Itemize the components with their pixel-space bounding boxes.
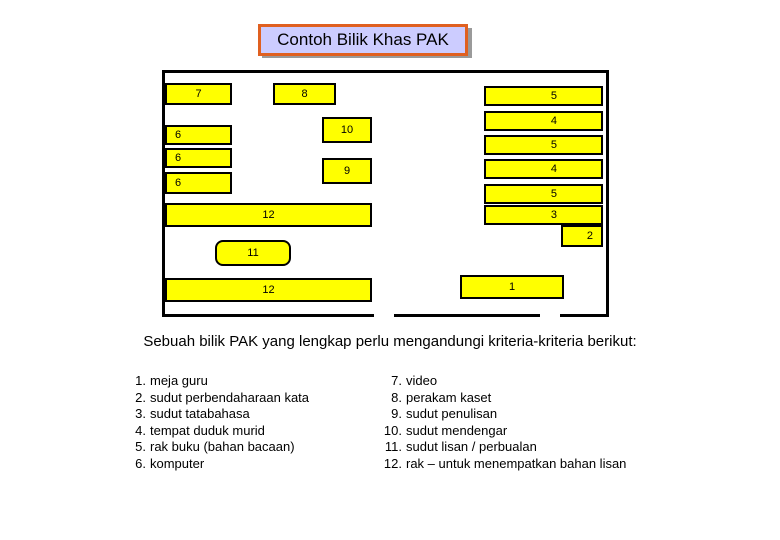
- diagram-title: Contoh Bilik Khas PAK: [258, 24, 468, 56]
- item-12-oral-shelf: 12: [165, 203, 372, 227]
- item-2-vocabulary-corner: 2: [561, 225, 603, 247]
- legend-left: [124, 373, 364, 472]
- list-item: 6. komputer: [135, 455, 205, 471]
- list-item: 7. video: [391, 373, 438, 388]
- item-3-grammar-corner: 3: [484, 205, 603, 225]
- item-10-listening-corner: 10: [322, 117, 372, 143]
- list-item: 11. sudut lisan / perbualan: [384, 439, 537, 454]
- list-item: 3. sudut tatabahasa: [135, 406, 250, 421]
- item-5-bookshelf: 5: [484, 135, 603, 155]
- item-4-student-seat: 4: [484, 111, 603, 131]
- item-11-oral-corner: 11: [215, 240, 291, 266]
- item-6-computer: 6: [165, 172, 232, 194]
- item-5-bookshelf: 5: [484, 184, 603, 204]
- list-item: 4. tempat duduk murid: [135, 422, 265, 438]
- subtitle: Sebuah bilik PAK yang lengkap perlu mengandungi kriteria-kriteria berikut:: [143, 333, 637, 350]
- item-12-oral-shelf: 12: [165, 278, 372, 302]
- item-6-computer: 6: [165, 125, 232, 145]
- list-item: 1. meja guru: [135, 373, 208, 388]
- list-item: 10. sudut mendengar: [383, 422, 508, 438]
- item-5-bookshelf: 5: [484, 86, 603, 106]
- door-gap-left: [374, 306, 394, 318]
- item-8-cassette-player: 8: [273, 83, 336, 105]
- item-4-student-seat: 4: [484, 159, 603, 179]
- item-1-teacher-desk: 1: [460, 275, 564, 299]
- item-6-computer: 6: [165, 148, 232, 168]
- list-item: 5. rak buku (bahan bacaan): [135, 439, 295, 454]
- list-item: 8. perakam kaset: [391, 389, 492, 405]
- legend-right: [380, 373, 640, 472]
- door-gap-right: [540, 306, 560, 318]
- list-item: 12. rak – untuk menempatkan bahan lisan: [383, 455, 627, 471]
- item-9-writing-corner: 9: [322, 158, 372, 184]
- list-item: 9. sudut penulisan: [391, 406, 498, 421]
- item-7-video: 7: [165, 83, 232, 105]
- list-item: 2. sudut perbendaharaan kata: [135, 389, 310, 405]
